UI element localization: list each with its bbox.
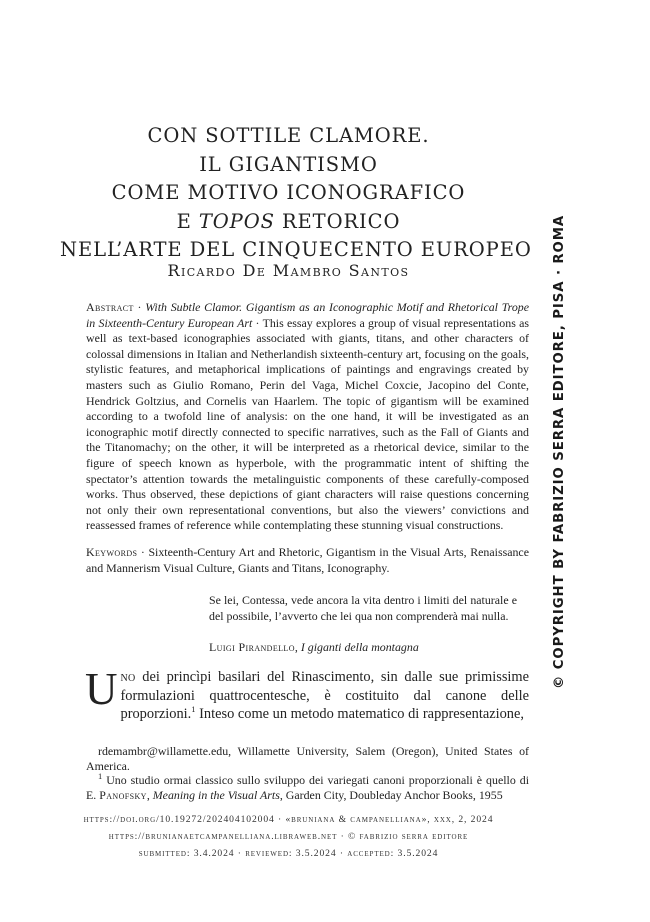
footnote-author: Panofsky — [99, 788, 147, 803]
body-text-part-1: dei princìpi basilari del Rinascimento, sin dalle sue primissime formulazioni quattrocentesche, è costituito dal canone delle proporzioni. — [120, 669, 529, 723]
author-name: Ricardo De Mambro Santos — [167, 261, 410, 280]
article-title — [60, 122, 532, 265]
footnote-number-sup: 1 — [98, 771, 103, 782]
footnote-work: Meaning in the Visual Arts — [152, 788, 280, 803]
keywords-label: Keywords — [86, 545, 138, 559]
body-paragraph — [85, 664, 529, 724]
footnote-number — [86, 773, 102, 787]
submission-dates: submitted: 3.4.2024 · reviewed: 3.5.2024 · accepted: 3.5.2024 — [138, 848, 439, 859]
copyright-watermark: © COPYRIGHT BY FABRIZIO SERRA EDITORE, PISA · ROMA — [552, 214, 567, 689]
epigraph-author: Luigi Pirandello — [209, 640, 295, 654]
abstract-text: This essay explores a group of visual representations as well as text-based iconographies associated with giants, titans, and other characters of colossal dimensions in Italian and Netherlandish sixteenth-century art, focusing on the goals, stylistic features, and metaphorical implications of paintings and engravings created by masters such as Giulio Romano, Perin del Vaga, Michel Coxcie, Jacopino del Conte, Hendrick Goltzius, and Cornelis van Haarlem. The topic of gigantism will be examined according to a twofold line of analysis: on the one hand, it will be investigated as an iconographic motif directly connected to specific narratives, such as the Fall of Giants and the Titanomachy; on the other, it will be interpreted as a rhetorical device, similar to the figure of speech known as hyperbole, with the programmatic intent of shifting the spectator’s attention towards the metalinguistic components of these carefully-composed works. Thus observed, these depictions of giant characters will raise questions concerning not only their own representational conventions, but also the viewers’ convictions and reassessed frames of reference while contemplating these stunning visual constructions. — [86, 315, 529, 533]
website-line[interactable]: https://brunianaetcampanelliana.libraweb.net · © fabrizio serra editore — [108, 831, 469, 842]
abstract-label: Abstract — [86, 300, 134, 314]
epigraph-separator: , — [294, 640, 301, 654]
title-line-4 — [60, 208, 517, 237]
title-line-4-post: RETORICO — [274, 209, 401, 233]
title-line-4-italic: TOPOS — [198, 209, 275, 233]
title-line-3: COME MOTIVO ICONOGRAFICO — [111, 181, 466, 204]
doi-line[interactable]: https://doi.org/10.19272/202404102004 · «bruniana & campanelliana», xxx, 2, 2024 — [83, 814, 494, 825]
footnote-reference[interactable]: 1 — [191, 704, 196, 715]
keywords-separator: · — [137, 545, 149, 559]
keywords — [86, 545, 529, 576]
drop-cap: U — [85, 664, 118, 714]
abstract — [86, 300, 529, 534]
first-word-rest: no — [120, 669, 136, 685]
title-line-2: IL GIGANTISMO — [199, 152, 378, 176]
body-text-part-2: Inteso come un metodo matematico di rappresentazione, — [195, 706, 524, 723]
epigraph-work: I giganti della montagna — [300, 640, 419, 654]
abstract-english-title: With Subtle Clamor. Gigantism as an Iconographic Motif and Rhetorical Trope in Sixteenth-Century European Art — [86, 300, 529, 330]
abstract-separator: · — [133, 300, 146, 314]
abstract-separator-2: · — [252, 315, 263, 330]
footnote-text-post: , Garden City, Doubleday Anchor Books, 1955 — [279, 788, 503, 803]
title-line-5: NELL’ARTE DEL CINQUECENTO EUROPEO — [60, 238, 532, 261]
title-line-1: CON SOTTILE CLAMORE. — [147, 124, 430, 147]
footnote-1 — [86, 773, 529, 803]
title-line-4-pre: E — [176, 209, 199, 233]
epigraph-source — [209, 640, 529, 656]
footnote-separator: , — [146, 788, 153, 803]
footnote-text-pre: Uno studio ormai classico sullo sviluppo dei variegati canoni proporzionali è quello di E. — [86, 773, 529, 803]
affiliation-text: rdemambr@willamette.edu, Willamette University, Salem (Oregon), United States of America. — [86, 744, 529, 774]
keywords-text: Sixteenth-Century Art and Rhetoric, Gigantism in the Visual Arts, Renaissance and Mannerism Visual Culture, Giants and Titans, Iconography. — [86, 545, 529, 575]
epigraph-quote: Se lei, Contessa, vede ancora la vita dentro i limiti del naturale e del possibile, l’avverto che lei qua non comprenderà mai nulla. — [209, 593, 517, 623]
author-affiliation — [86, 744, 529, 774]
